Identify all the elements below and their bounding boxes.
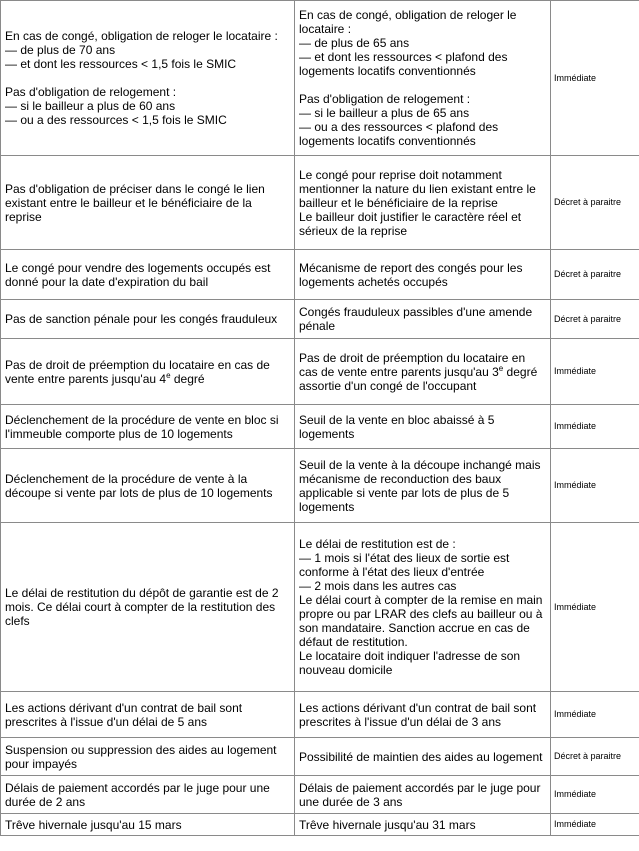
- table-row: [1, 405, 639, 449]
- table-row: [1, 1, 639, 156]
- cell-avant-text: Déclenchement de la procédure de vente en bloc si l'immeuble comporte plus de 10 logements: [5, 412, 279, 441]
- cell-avant-text: Pas de droit de préemption du locataire en cas de vente entre parents jusqu'au 4: [5, 357, 270, 386]
- cell-avant-text: Le délai de restitution du dépôt de garantie est de 2 mois. Ce délai court à compter de la restitution des clefs: [5, 586, 279, 628]
- cell-apres: [295, 1, 551, 156]
- cell-apres-text: Pas de droit de préemption du locataire en cas de vente entre parents jusqu'au 3: [299, 350, 526, 379]
- cell-apres-text: Le congé pour reprise doit notamment mentionner la nature du lien existant entre le bailleur et le bénéficiaire de la reprise Le bailleur doit justifier le caractère réel et sérieux de la reprise: [299, 167, 536, 238]
- cell-apres: [295, 814, 551, 836]
- cell-avant: [1, 405, 295, 449]
- table-row: [1, 738, 639, 776]
- table-row: [1, 300, 639, 339]
- cell-apres: [295, 300, 551, 339]
- cell-apres-text: Seuil de la vente en bloc abaissé à 5 logements: [299, 412, 495, 441]
- cell-avant: [1, 156, 295, 250]
- cell-avant: [1, 250, 295, 300]
- cell-apres: [295, 449, 551, 523]
- cell-avant: [1, 339, 295, 405]
- cell-echeance: Décret à paraitre: [551, 300, 639, 339]
- cell-echeance: Immédiate: [551, 449, 639, 523]
- cell-apres: [295, 523, 551, 692]
- cell-avant: [1, 300, 295, 339]
- table-row: [1, 156, 639, 250]
- cell-apres: [295, 776, 551, 814]
- cell-apres: [295, 156, 551, 250]
- table-row: [1, 814, 639, 836]
- cell-echeance: Décret à paraitre: [551, 250, 639, 300]
- cell-avant: [1, 776, 295, 814]
- cell-apres-text: Congés frauduleux passibles d'une amende pénale: [299, 305, 533, 333]
- table-row: [1, 523, 639, 692]
- cell-apres: [295, 339, 551, 405]
- table-row: [1, 692, 639, 738]
- table-row: [1, 250, 639, 300]
- table-row: [1, 776, 639, 814]
- cell-apres-text: Les actions dérivant d'un contrat de bail sont prescrites à l'issue d'un délai de 3 ans: [299, 700, 537, 729]
- table-row: [1, 339, 639, 405]
- cell-echeance: Décret à paraitre: [551, 738, 639, 776]
- cell-avant-text-end: degré: [170, 371, 205, 386]
- cell-echeance: Immédiate: [551, 405, 639, 449]
- cell-avant-text: Le congé pour vendre des logements occupés est donné pour la date d'expiration du bail: [5, 260, 271, 289]
- cell-apres-text: Le délai de restitution est de : — 1 mois si l'état des lieux de sortie est conforme à l'état des lieux d'entrée — 2 mois dans les autres cas Le délai court à compter de la remise en main propre ou par LRAR des clefs au bailleur ou à son mandataire. Sanction accrue en cas de défaut de restitution. Le locataire doit indiquer l'adresse de son nouveau domicile: [299, 537, 543, 677]
- cell-apres-text: Délais de paiement accordés par le juge pour une durée de 3 ans: [299, 780, 541, 809]
- cell-avant-text: Suspension ou suppression des aides au logement pour impayés: [5, 742, 277, 771]
- cell-echeance: Immédiate: [551, 339, 639, 405]
- superscript: e: [166, 370, 171, 380]
- cell-apres: [295, 250, 551, 300]
- cell-avant-text: Délais de paiement accordés par le juge pour une durée de 2 ans: [5, 780, 270, 809]
- cell-avant: [1, 523, 295, 692]
- cell-apres-text-end: degré assortie d'un congé de l'occupant: [299, 364, 538, 393]
- cell-apres-text: Mécanisme de report des congés pour les logements achetés occupés: [299, 260, 523, 289]
- cell-echeance: Immédiate: [551, 523, 639, 692]
- cell-avant-text: Les actions dérivant d'un contrat de bail sont prescrites à l'issue d'un délai de 5 ans: [5, 700, 243, 729]
- cell-avant: [1, 1, 295, 156]
- cell-echeance: Immédiate: [551, 776, 639, 814]
- cell-apres: [295, 692, 551, 738]
- cell-apres: [295, 738, 551, 776]
- cell-avant-text: En cas de congé, obligation de reloger le locataire : — de plus de 70 ans — et dont les ressources < 1,5 fois le SMIC Pas d'obligation de relogement : — si le bailleur a plus de 60 ans — ou a des ressources < 1,5 fois le SMIC: [5, 29, 278, 127]
- cell-avant: [1, 738, 295, 776]
- cell-avant-text: Pas d'obligation de préciser dans le congé le lien existant entre le bailleur et le bénéficiaire de la reprise: [5, 181, 265, 224]
- table-row: [1, 449, 639, 523]
- cell-avant-text: Déclenchement de la procédure de vente à la découpe si vente par lots de plus de 10 logements: [5, 471, 273, 500]
- cell-apres-text: Seuil de la vente à la découpe inchangé mais mécanisme de reconduction des baux applicable si vente par lots de plus de 5 logements: [299, 457, 541, 514]
- cell-apres-text: Possibilité de maintien des aides au logement: [299, 749, 543, 764]
- cell-echeance: Immédiate: [551, 1, 639, 156]
- cell-apres-text: En cas de congé, obligation de reloger le locataire : — de plus de 65 ans — et dont les ressources < plafond des logements locatifs conventionnés Pas d'obligation de relogement : — si le bailleur a plus de 65 ans — ou a des ressources < plafond des logements locatifs conventionnés: [299, 8, 517, 148]
- cell-avant-text: Pas de sanction pénale pour les congés frauduleux: [5, 312, 278, 326]
- cell-apres-text: Trêve hivernale jusqu'au 31 mars: [299, 817, 476, 832]
- cell-echeance: Décret à paraitre: [551, 156, 639, 250]
- superscript: e: [498, 363, 504, 373]
- cell-echeance: Immédiate: [551, 692, 639, 738]
- cell-echeance: Immédiate: [551, 814, 639, 836]
- cell-avant: [1, 692, 295, 738]
- cell-apres: [295, 405, 551, 449]
- cell-avant: [1, 449, 295, 523]
- cell-avant: [1, 814, 295, 836]
- cell-avant-text: Trêve hivernale jusqu'au 15 mars: [5, 817, 182, 832]
